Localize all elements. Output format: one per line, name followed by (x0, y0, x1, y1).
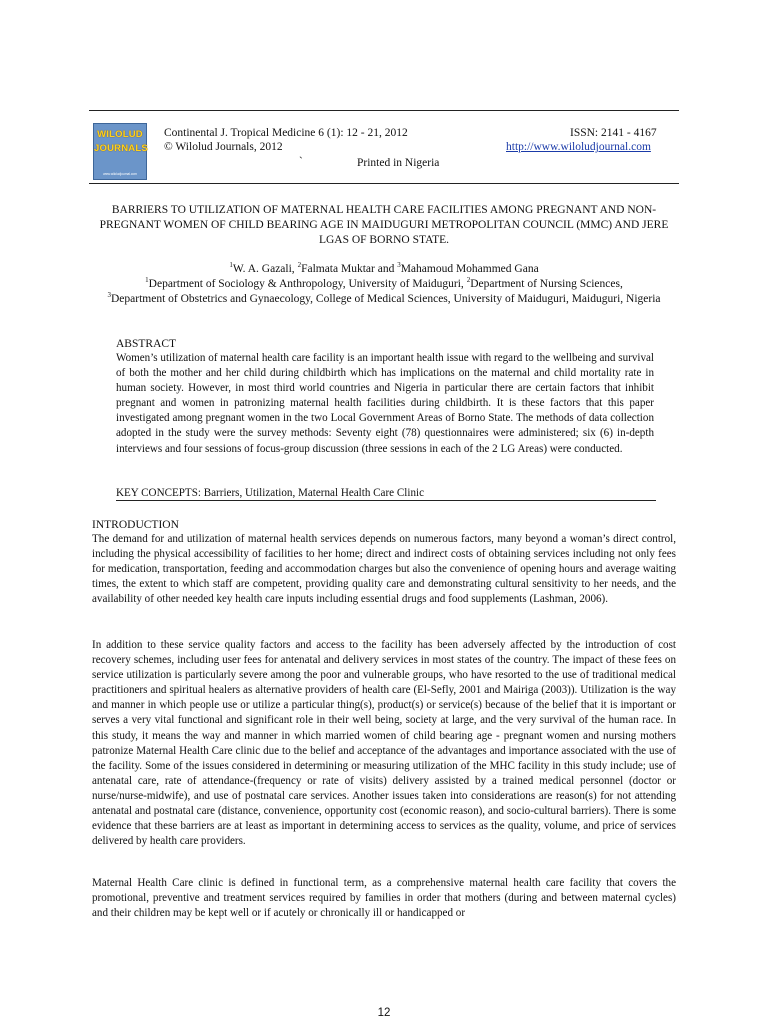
abstract-heading: ABSTRACT (116, 338, 177, 350)
abstract-text: Women’s utilization of maternal health care facility is an important health issue with regard to the wellbeing and survival of both the mother and her child during childbirth which has implications on the maternal and child mortality rate in human society. However, in most third world countries and Nigeria in particular there are certain factors that inhibit pregnant and women in patronizing maternal health facilities during childbirth. It is these factors that this paper investigated among pregnant women in the two Local Government Areas of Borno State. The methods of data collection adopted in the study were the survey methods: Seventy eight (78) questionnaires were administered; six (6) in-depth interviews and four sessions of focus-group discussion (three sessions in each of the 2 LG Areas) were conducted. (116, 352, 654, 455)
printed-in: Printed in Nigeria (357, 157, 440, 169)
key-concepts: KEY CONCEPTS: Barriers, Utilization, Maternal Health Care Clinic (116, 487, 424, 499)
affiliation-1-marker: 1 (145, 276, 149, 285)
journal-url-link[interactable]: http://www.wiloludjournal.com (506, 141, 651, 153)
journal-citation: Continental J. Tropical Medicine 6 (1): 12 - 21, 2012 (164, 127, 408, 139)
logo-line-2: JOURNALS (94, 143, 148, 154)
affiliation-3-marker: 3 (107, 291, 111, 300)
wilolud-journals-logo (93, 123, 147, 180)
header-bottom-rule (89, 183, 679, 184)
affiliation-3: Department of Obstetrics and Gynaecology, College of Medical Sciences, University of Maiduguri, Maiduguri, Nigeria (110, 293, 661, 305)
introduction-paragraph-2: In addition to these service quality factors and access to the facility has been adversely affected by the introduction of cost recovery schemes, including user fees for antenatal and delivery services in most states of the country. The impact of these fees on service utilization is particularly severe among the poor and vulnerable groups, who have resorted to the use of traditional medical practitioners and spiritual healers as alternative providers of health care (El-Sefly, 2001 and Mairiga (2003)). Utilization is the way and manner in which people use or utilize a particular thing(s), product(s) or service(s) because of the belief that it is important or serves a very vital functional and significant role in their well being, society at large, and the very survival of the human race. In this study, it means the way and manner in which married women of child bearing age - pregnant women and nursing mothers patronize Maternal Health Care clinic due to the belief and acceptance of the advantages and importance associated with the use of the facility. Some of the issues considered in determining or measuring utilization of the MHC facility in this study include; use of antenatal care, rate of attendance-(frequency or rate of visits) delivery assisted by a trained medical personnel (doctor or nurse/nurse-midwife), and use of postnatal care services. Another issues taken into considerations are reason(s) for not attending antenatal and postnatal care (distance, convenience, opportunity cost (economic reason), and socio-cultural barriers). There is some evidence that these barriers are at least as important in determining access to services as the quality, volume, and price of services delivered by health care providers. (92, 639, 676, 848)
author-2: Falmata Muktar and (301, 263, 398, 275)
affiliation-1: Department of Sociology & Anthropology, University of Maiduguri, (148, 278, 467, 290)
introduction-heading: INTRODUCTION (92, 519, 179, 531)
logo-line-3: www.wiloludjournal.com (103, 172, 137, 176)
introduction-paragraph-3: Maternal Health Care clinic is defined in functional term, as a comprehensive maternal health care facility that covers the promotional, preventive and treatment services required by families in order that mothers (during and between maternal cycles) and their children may be kept well or if acutely or chronically ill or handicapped or (92, 877, 676, 920)
key-concepts-rule (116, 500, 656, 501)
author-list (92, 262, 676, 277)
affiliations (92, 277, 676, 307)
author-3-marker: 3 (397, 261, 401, 270)
journal-copyright: © Wilolud Journals, 2012 (164, 141, 283, 153)
page-number: 12 (377, 1007, 391, 1019)
journal-issn: ISSN: 2141 - 4167 (570, 127, 657, 139)
logo-line-1: WILOLUD (97, 129, 143, 140)
header-mark: ` (299, 156, 303, 168)
introduction-paragraph-1: The demand for and utilization of maternal health services depends on numerous factors, many beyond a woman’s direct control, including the physical accessibility of facilities to her home; direct and indirect costs of obtaining services including not only fees for medication, transportation, feeding and accommodation charges but also the convenience of opening hours and average waiting times, the extent to which staff are competent, providing quality care and demonstrating cultural sensitivity to her needs, and the availability of other needed key health care inputs including essential drugs and food supplements (Lashman, 2006). (92, 533, 676, 606)
header-top-rule (89, 110, 679, 111)
affiliation-2-marker: 2 (466, 276, 471, 285)
author-1: W. A. Gazali, (232, 263, 298, 275)
author-3: Mahamoud Mohammed Gana (400, 263, 539, 275)
affiliation-2: Department of Nursing Sciences, (470, 278, 623, 290)
author-1-marker: 1 (229, 261, 233, 270)
paper-title: BARRIERS TO UTILIZATION OF MATERNAL HEALTH CARE FACILITIES AMONG PREGNANT AND NON-PREGNANT WOMEN OF CHILD BEARING AGE IN MAIDUGURI METROPOLITAN COUNCIL (MMC) AND JERE LGAS OF BORNO STATE. (99, 204, 669, 246)
author-2-marker: 2 (297, 261, 302, 270)
